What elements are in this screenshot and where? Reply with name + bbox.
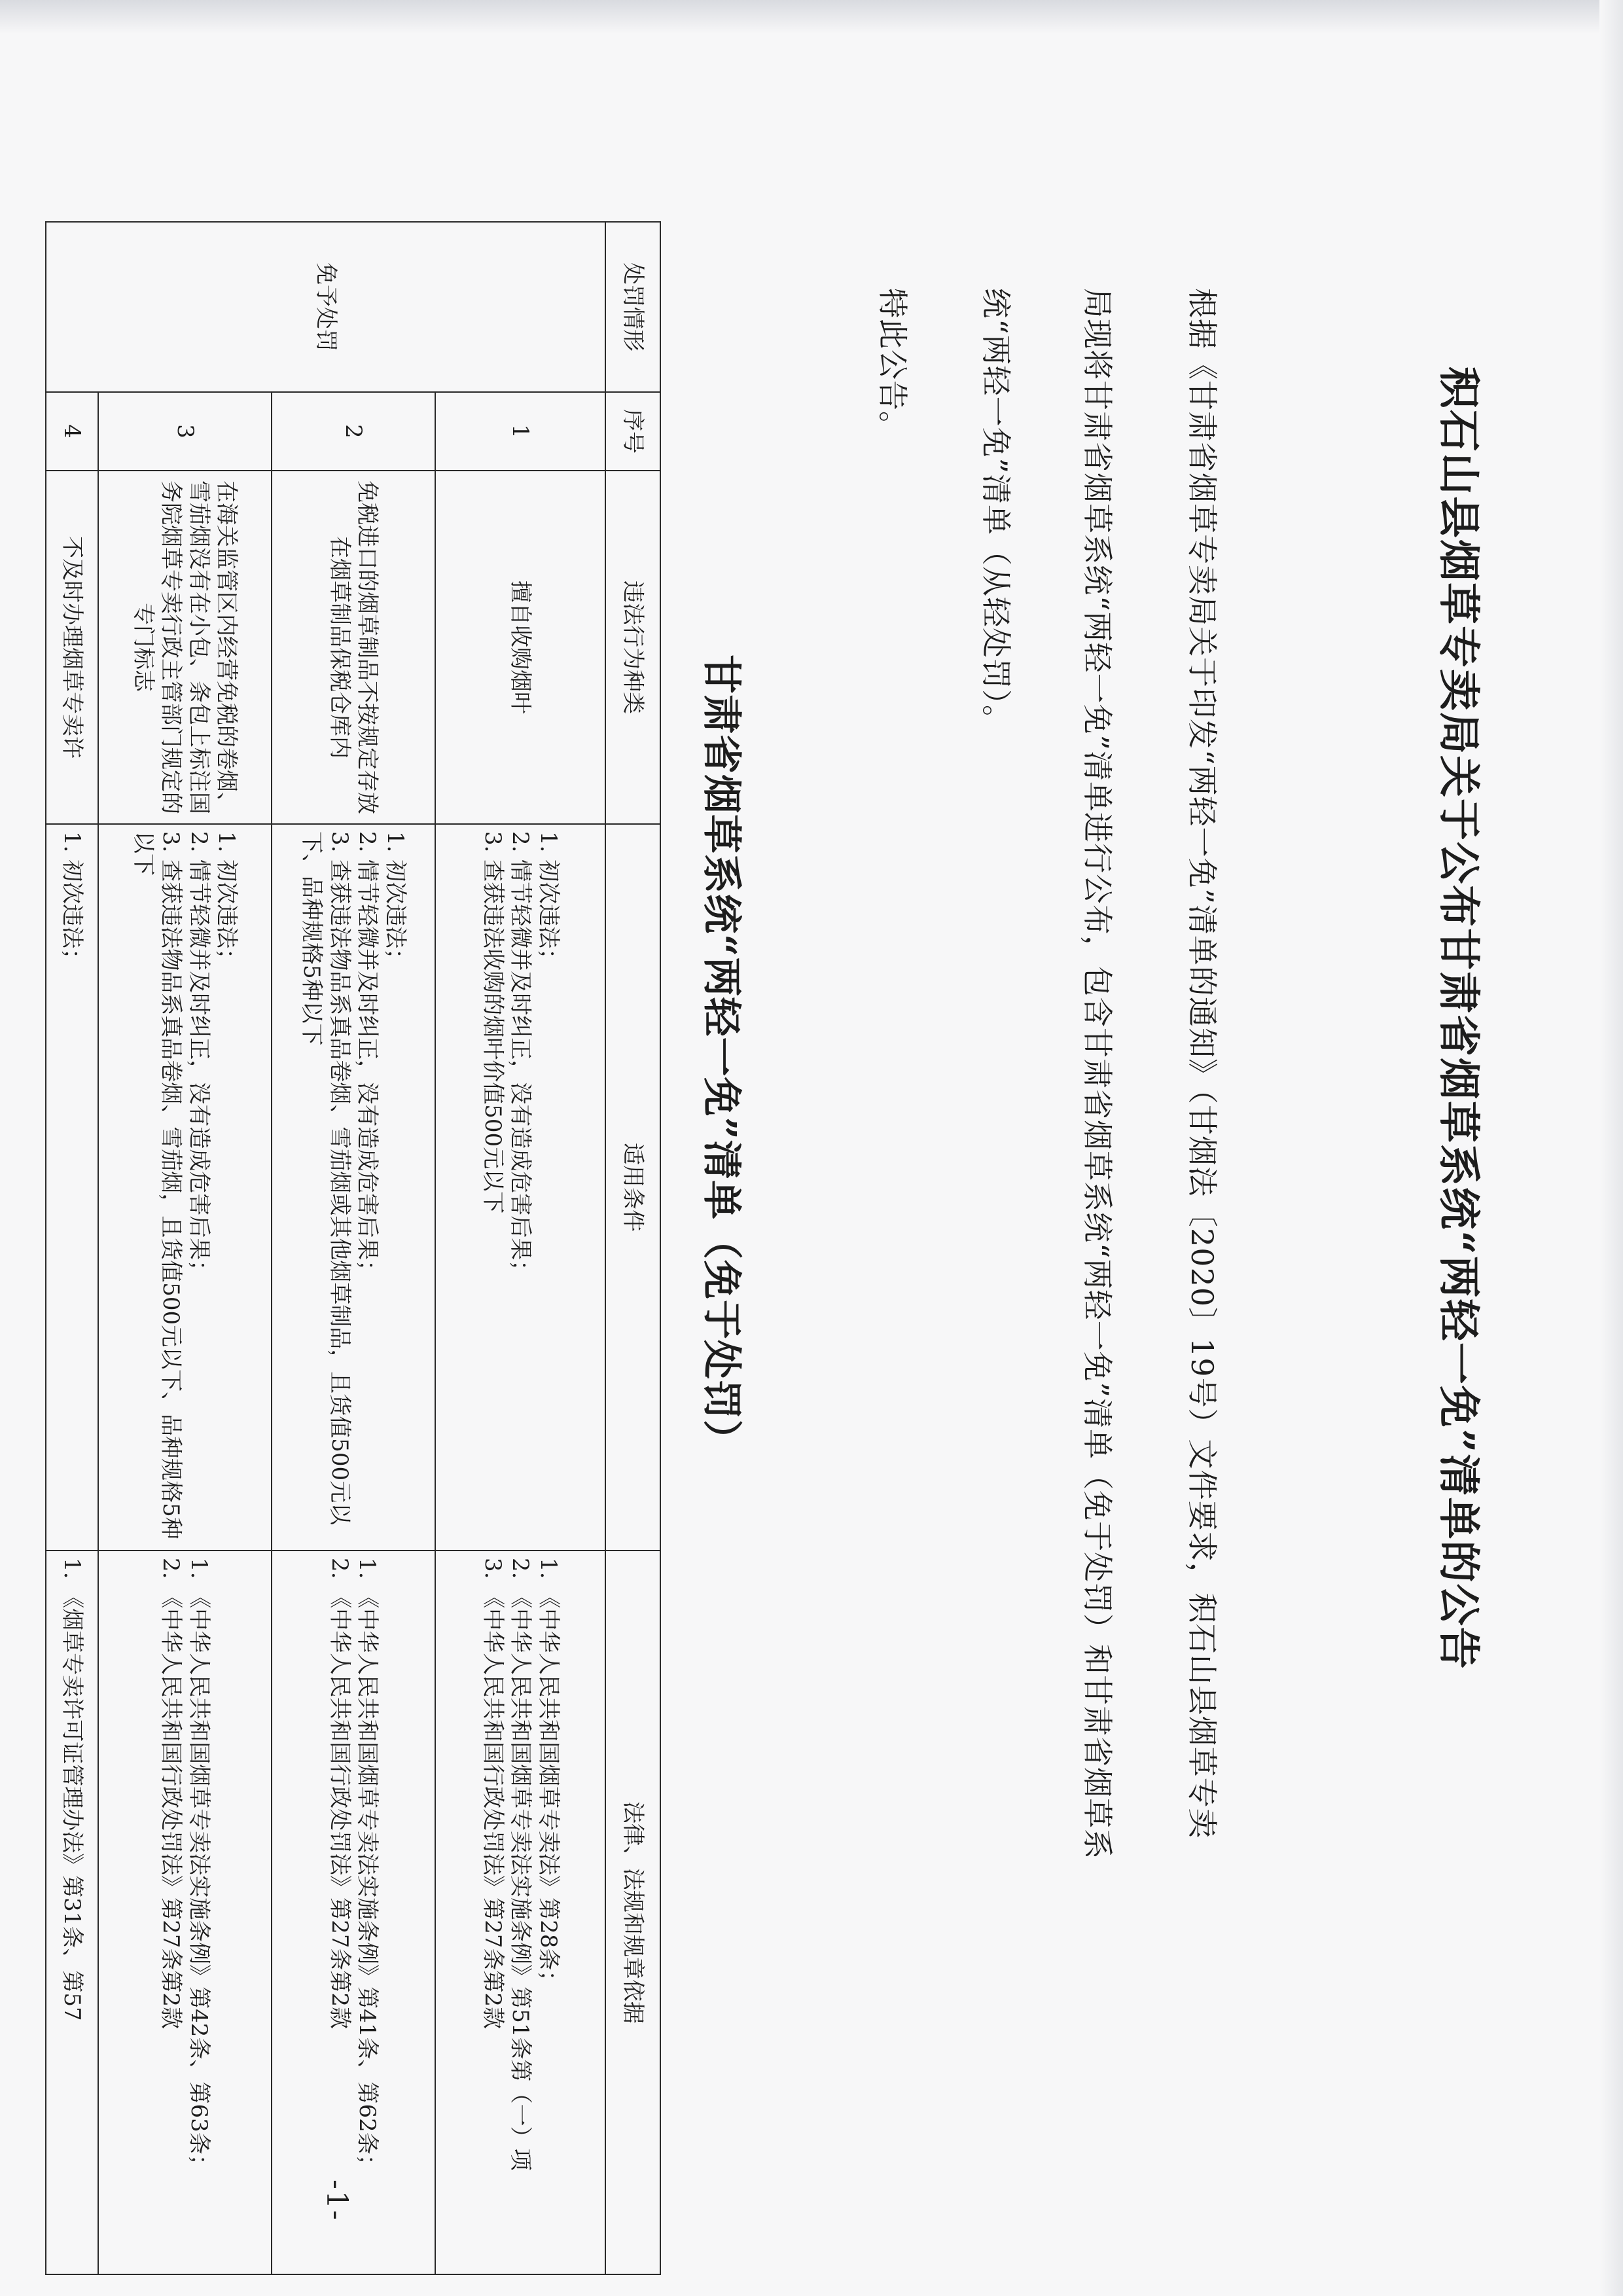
basis-item: 3. 《中华人民共和国行政处罚法》第27条第2款 <box>479 1558 506 2030</box>
closing-text: 特此公告。 <box>875 288 910 442</box>
condition-item: 1. 初次违法； <box>59 831 86 971</box>
penalty-list-table <box>45 221 661 2275</box>
basis-item: 1. 《中华人民共和国烟草专卖法实施条例》第42条、第63条； <box>186 1558 212 2177</box>
body-paragraph-line-3: 统“两轻一免”清单（从轻处罚）。 <box>978 288 1014 736</box>
table-row <box>435 222 605 2274</box>
seq-cell: 3 <box>98 392 272 471</box>
list-title: 甘肃省烟草系统“两轻一免”清单（免于处罚） <box>698 655 744 1460</box>
condition-item: 3. 查获违法物品系真品卷烟、雪茄烟，且货值500元以下、品种规格5种以下 <box>130 831 185 1539</box>
basis-item: 1. 《中华人民共和国烟草专卖法》第28条； <box>535 1558 562 1993</box>
table-row <box>98 222 272 2274</box>
body-paragraph-line-2: 局现将甘肃省烟草系统“两轻一免”清单进行公布，包含甘肃省烟草系统“两轻一免”清单（免于处罚）和甘肃省烟草系 <box>1080 288 1115 1860</box>
seq-cell: 4 <box>46 392 98 471</box>
violation-type-cell: 在海关监管区内经营免税的卷烟、雪茄烟没有在小包、条包上标注国务院烟草专卖行政主管部门规定的专门标志 <box>98 471 272 824</box>
header-legal-basis: 法律、法规和规章依据 <box>605 1551 660 2274</box>
conditions-cell <box>98 824 272 1551</box>
violation-type-cell: 不及时办理烟草专卖许 <box>46 471 98 824</box>
condition-item: 2. 情节轻微并及时纠正，没有造成危害后果； <box>186 831 212 1283</box>
header-penalty-situation: 处罚情形 <box>605 222 660 392</box>
category-cell: 免予处罚 <box>46 222 605 392</box>
seq-cell: 1 <box>435 392 605 471</box>
basis-item: 1. 《烟草专卖许可证管理办法》第31条、第57 <box>59 1558 86 2021</box>
header-seq: 序号 <box>605 392 660 471</box>
seq-cell: 2 <box>272 392 435 471</box>
document-title: 积石山县烟草专卖局关于公布甘肃省烟草系统“两轻一免”清单的公告 <box>1434 367 1483 1670</box>
table-row <box>272 222 435 2274</box>
condition-item: 1. 初次违法； <box>213 831 240 971</box>
violation-type-cell: 擅自收购烟叶 <box>435 471 605 824</box>
header-violation-type: 违法行为种类 <box>605 471 660 824</box>
legal-basis-cell <box>435 1551 605 2274</box>
table-header-row <box>605 222 660 2274</box>
violation-type-cell: 免税进口的烟草制品不按规定存放在烟草制品保税仓库内 <box>272 471 435 824</box>
header-conditions: 适用条件 <box>605 824 660 1551</box>
basis-item: 1. 《中华人民共和国烟草专卖法实施条例》第41条、第62条； <box>354 1558 381 2177</box>
condition-item: 1. 初次违法； <box>535 831 562 971</box>
condition-item: 2. 情节轻微并及时纠正，没有造成危害后果； <box>507 831 534 1283</box>
page-number: -1- <box>320 2179 353 2221</box>
basis-item: 2. 《中华人民共和国行政处罚法》第27条第2款 <box>327 1558 353 2030</box>
legal-basis-cell <box>46 1551 98 2274</box>
condition-item: 3. 查获违法物品系真品卷烟、雪茄烟或其他烟草制品，且货值500元以下、品种规格5种以下 <box>298 831 353 1526</box>
conditions-cell <box>46 824 98 1551</box>
condition-item: 3. 查获违法收购的烟叶价值500元以下 <box>479 831 506 1214</box>
table-row <box>46 222 98 2274</box>
basis-item: 2. 《中华人民共和国行政处罚法》第27条第2款 <box>158 1558 185 2030</box>
conditions-cell <box>435 824 605 1551</box>
conditions-cell <box>272 824 435 1551</box>
basis-item: 2. 《中华人民共和国烟草专卖法实施条例》第51条第（一）项 <box>507 1558 534 2171</box>
legal-basis-cell <box>98 1551 272 2274</box>
condition-item: 1. 初次违法； <box>382 831 408 971</box>
condition-item: 2. 情节轻微并及时纠正，没有造成危害后果； <box>354 831 381 1283</box>
legal-basis-cell <box>272 1551 435 2274</box>
body-paragraph-line-1: 根据《甘肃省烟草专卖局关于印发“两轻一免”清单的通知》（甘烟法〔2020〕19号）文件要求，积石山县烟草专卖 <box>1185 288 1220 1839</box>
